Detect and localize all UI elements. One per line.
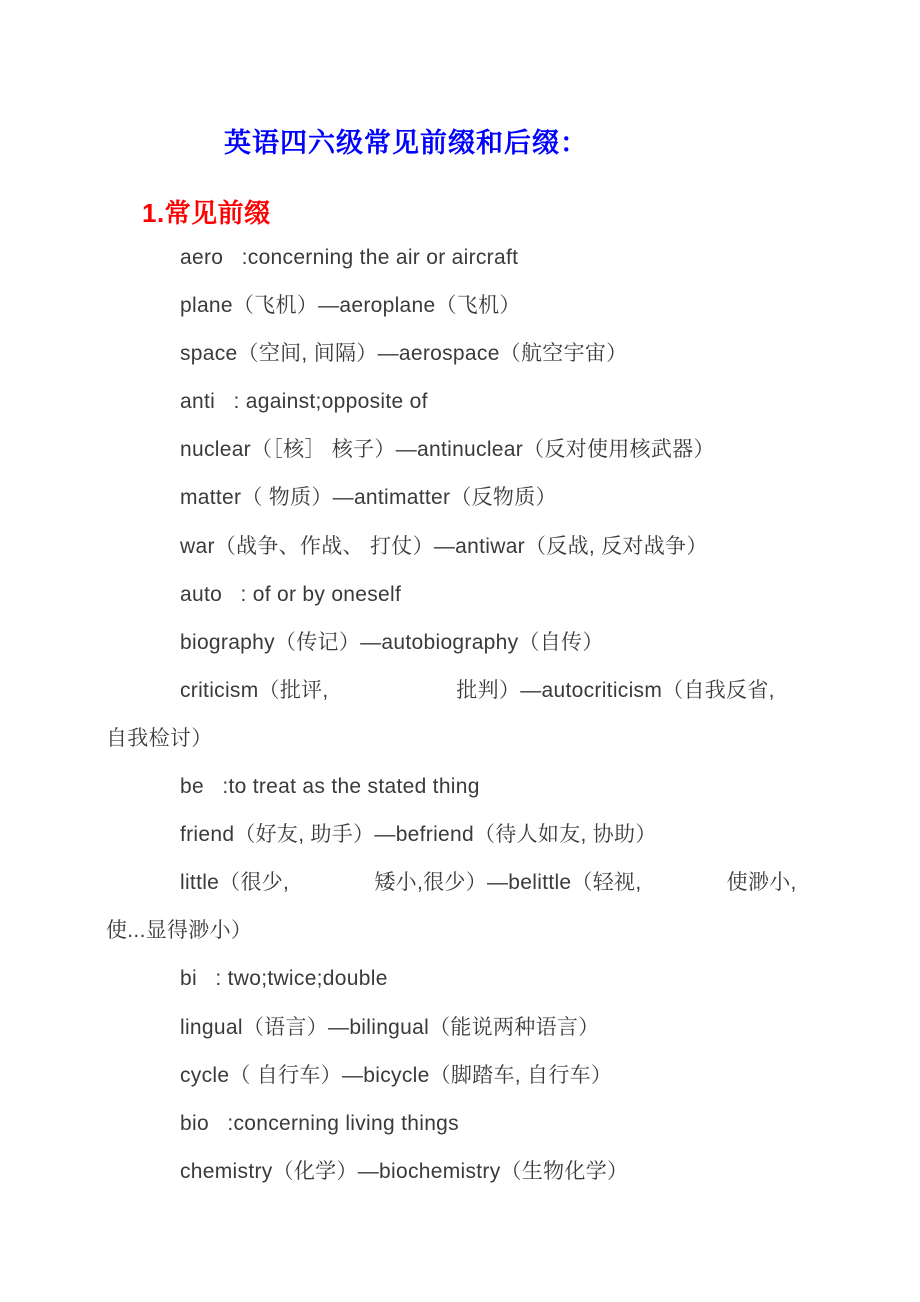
vocab-line-bi: bi : two;twice;double <box>180 967 388 991</box>
vocab-line-lingual: lingual（语言）—bilingual（能说两种语言） <box>180 1015 600 1039</box>
vocab-line-biography: biography（传记）—autobiography（自传） <box>180 630 604 654</box>
vocab-line-little: little（很少, 矮小,很少）—belittle（轻视, 使渺小, <box>180 871 797 895</box>
vocab-line-bio: bio :concerning living things <box>180 1111 459 1135</box>
vocab-line-little-wrap: 使...显得渺小） <box>106 919 253 943</box>
vocab-line-anti: anti : against;opposite of <box>180 390 428 414</box>
vocab-line-be: be :to treat as the stated thing <box>180 775 480 799</box>
vocab-line-matter: matter（ 物质）—antimatter（反物质） <box>180 486 557 510</box>
vocab-line-space: space（空间, 间隔）—aerospace（航空宇宙） <box>180 342 628 366</box>
vocab-line-criticism: criticism（批评, 批判）—autocriticism（自我反省, <box>180 678 775 702</box>
vocab-line-chemistry: chemistry（化学）—biochemistry（生物化学） <box>180 1159 629 1183</box>
vocab-line-aero: aero :concerning the air or aircraft <box>180 246 519 269</box>
vocab-line-auto: auto : of or by oneself <box>180 582 402 606</box>
vocab-line-friend: friend（好友, 助手）—befriend（待人如友, 协助） <box>180 823 657 847</box>
page-title: 英语四六级常见前缀和后缀： <box>224 128 588 158</box>
vocab-line-war: war（战争、作战、 打仗）—antiwar（反战, 反对战争） <box>180 534 708 558</box>
section-heading-common-prefixes: 1.常见前缀 <box>142 198 271 228</box>
vocab-line-criticism-wrap: 自我检讨） <box>106 726 213 750</box>
document-body <box>0 234 920 1196</box>
vocab-line-cycle: cycle（ 自行车）—bicycle（脚踏车, 自行车） <box>180 1063 613 1087</box>
vocab-line-nuclear: nuclear（［核］ 核子）—antinuclear（反对使用核武器） <box>180 438 715 462</box>
vocab-line-plane: plane（飞机）—aeroplane（飞机） <box>180 294 521 318</box>
